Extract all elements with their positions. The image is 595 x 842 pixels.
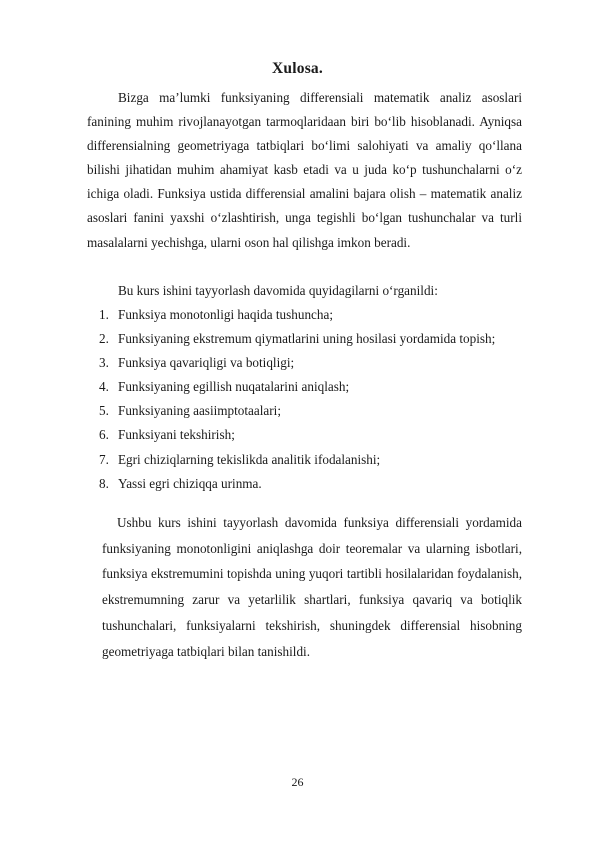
list-intro: Bu kurs ishini tayyorlash davomida quyidagilarni o‘rganildi:	[118, 283, 438, 298]
list-item-text: Funksiyaning aasiimptotaalari;	[118, 403, 281, 419]
list-item-number: 1.	[99, 307, 109, 322]
list-item-number: 5.	[99, 403, 109, 419]
conclusion-paragraph-2: Ushbu kurs ishini tayyorlash davomida funksiya differensiali yordamida funksiyaning monotonligini aniqlashga doir teoremalar va ularning isbotlari, funksiya ekstremumini topishda uning yuqori tartibli hosilalaridan foydalanish, ekstremumning zarur va yetarlilik shartlari, funksiya qavariq va botiqlik tushunchalari, funksiyalarni tekshirish, shuningdek differensial hisobning geometriyaga tatbiqlari bilan tanishildi.	[102, 515, 522, 659]
list-item-number: 3.	[99, 355, 109, 371]
list-item	[99, 375, 495, 399]
list-item	[99, 448, 495, 472]
conclusion-paragraph-1: Bizga ma’lumki funksiyaning differensiali matematik analiz asoslari fanining muhim rivojlanayotgan tarmoqlaridaan biri bo‘lib hisoblanadi. Ayniqsa differensialning geometriyaga tatbiqlari bo‘limi salohiyati va amaliy qo‘llana bilishi jihatidan muhim ahamiyat kasb etadi va u juda ko‘p tushunchalarni o‘z ichiga oladi. Funksiya ustida differensial amalini bajara olish – matematik analiz asoslari fanini yaxshi o‘zlashtirish, unga tegishli bo‘lgan tushunchalar va turli masalalarni yechishga, ularni oson hal qilishga imkon beradi.	[87, 90, 522, 250]
list-item-number: 2.	[99, 331, 109, 347]
list-item	[99, 472, 495, 496]
page-title: Xulosa.	[272, 60, 323, 77]
list-item-text: Yassi egri chiziqqa urinma.	[118, 475, 262, 491]
list-item-text: Funksiyaning egillish nuqatalarini aniqlash;	[118, 379, 350, 395]
list-item-number: 7.	[99, 451, 109, 467]
list-item-text: Funksiyani tekshirish;	[118, 427, 235, 443]
list-item-number: 6.	[99, 427, 109, 443]
list-item-text: Funksiya monotonligi haqida tushuncha;	[118, 307, 334, 322]
list-item-number: 4.	[99, 379, 109, 395]
list-item	[99, 399, 495, 423]
list-item-text: Egri chiziqlarning tekislikda analitik ifodalanishi;	[118, 451, 381, 467]
list-item-text: Funksiya qavariqligi va botiqligi;	[118, 355, 295, 371]
list-item	[99, 327, 495, 351]
studied-topics-list	[99, 303, 495, 496]
list-item	[99, 303, 495, 327]
list-item	[99, 351, 495, 375]
page-number: 26	[291, 775, 304, 789]
list-item	[99, 423, 495, 447]
list-item-text: Funksiyaning ekstremum qiymatlarini uning hosilasi yordamida topish;	[118, 331, 496, 347]
list-item-number: 8.	[99, 475, 109, 491]
